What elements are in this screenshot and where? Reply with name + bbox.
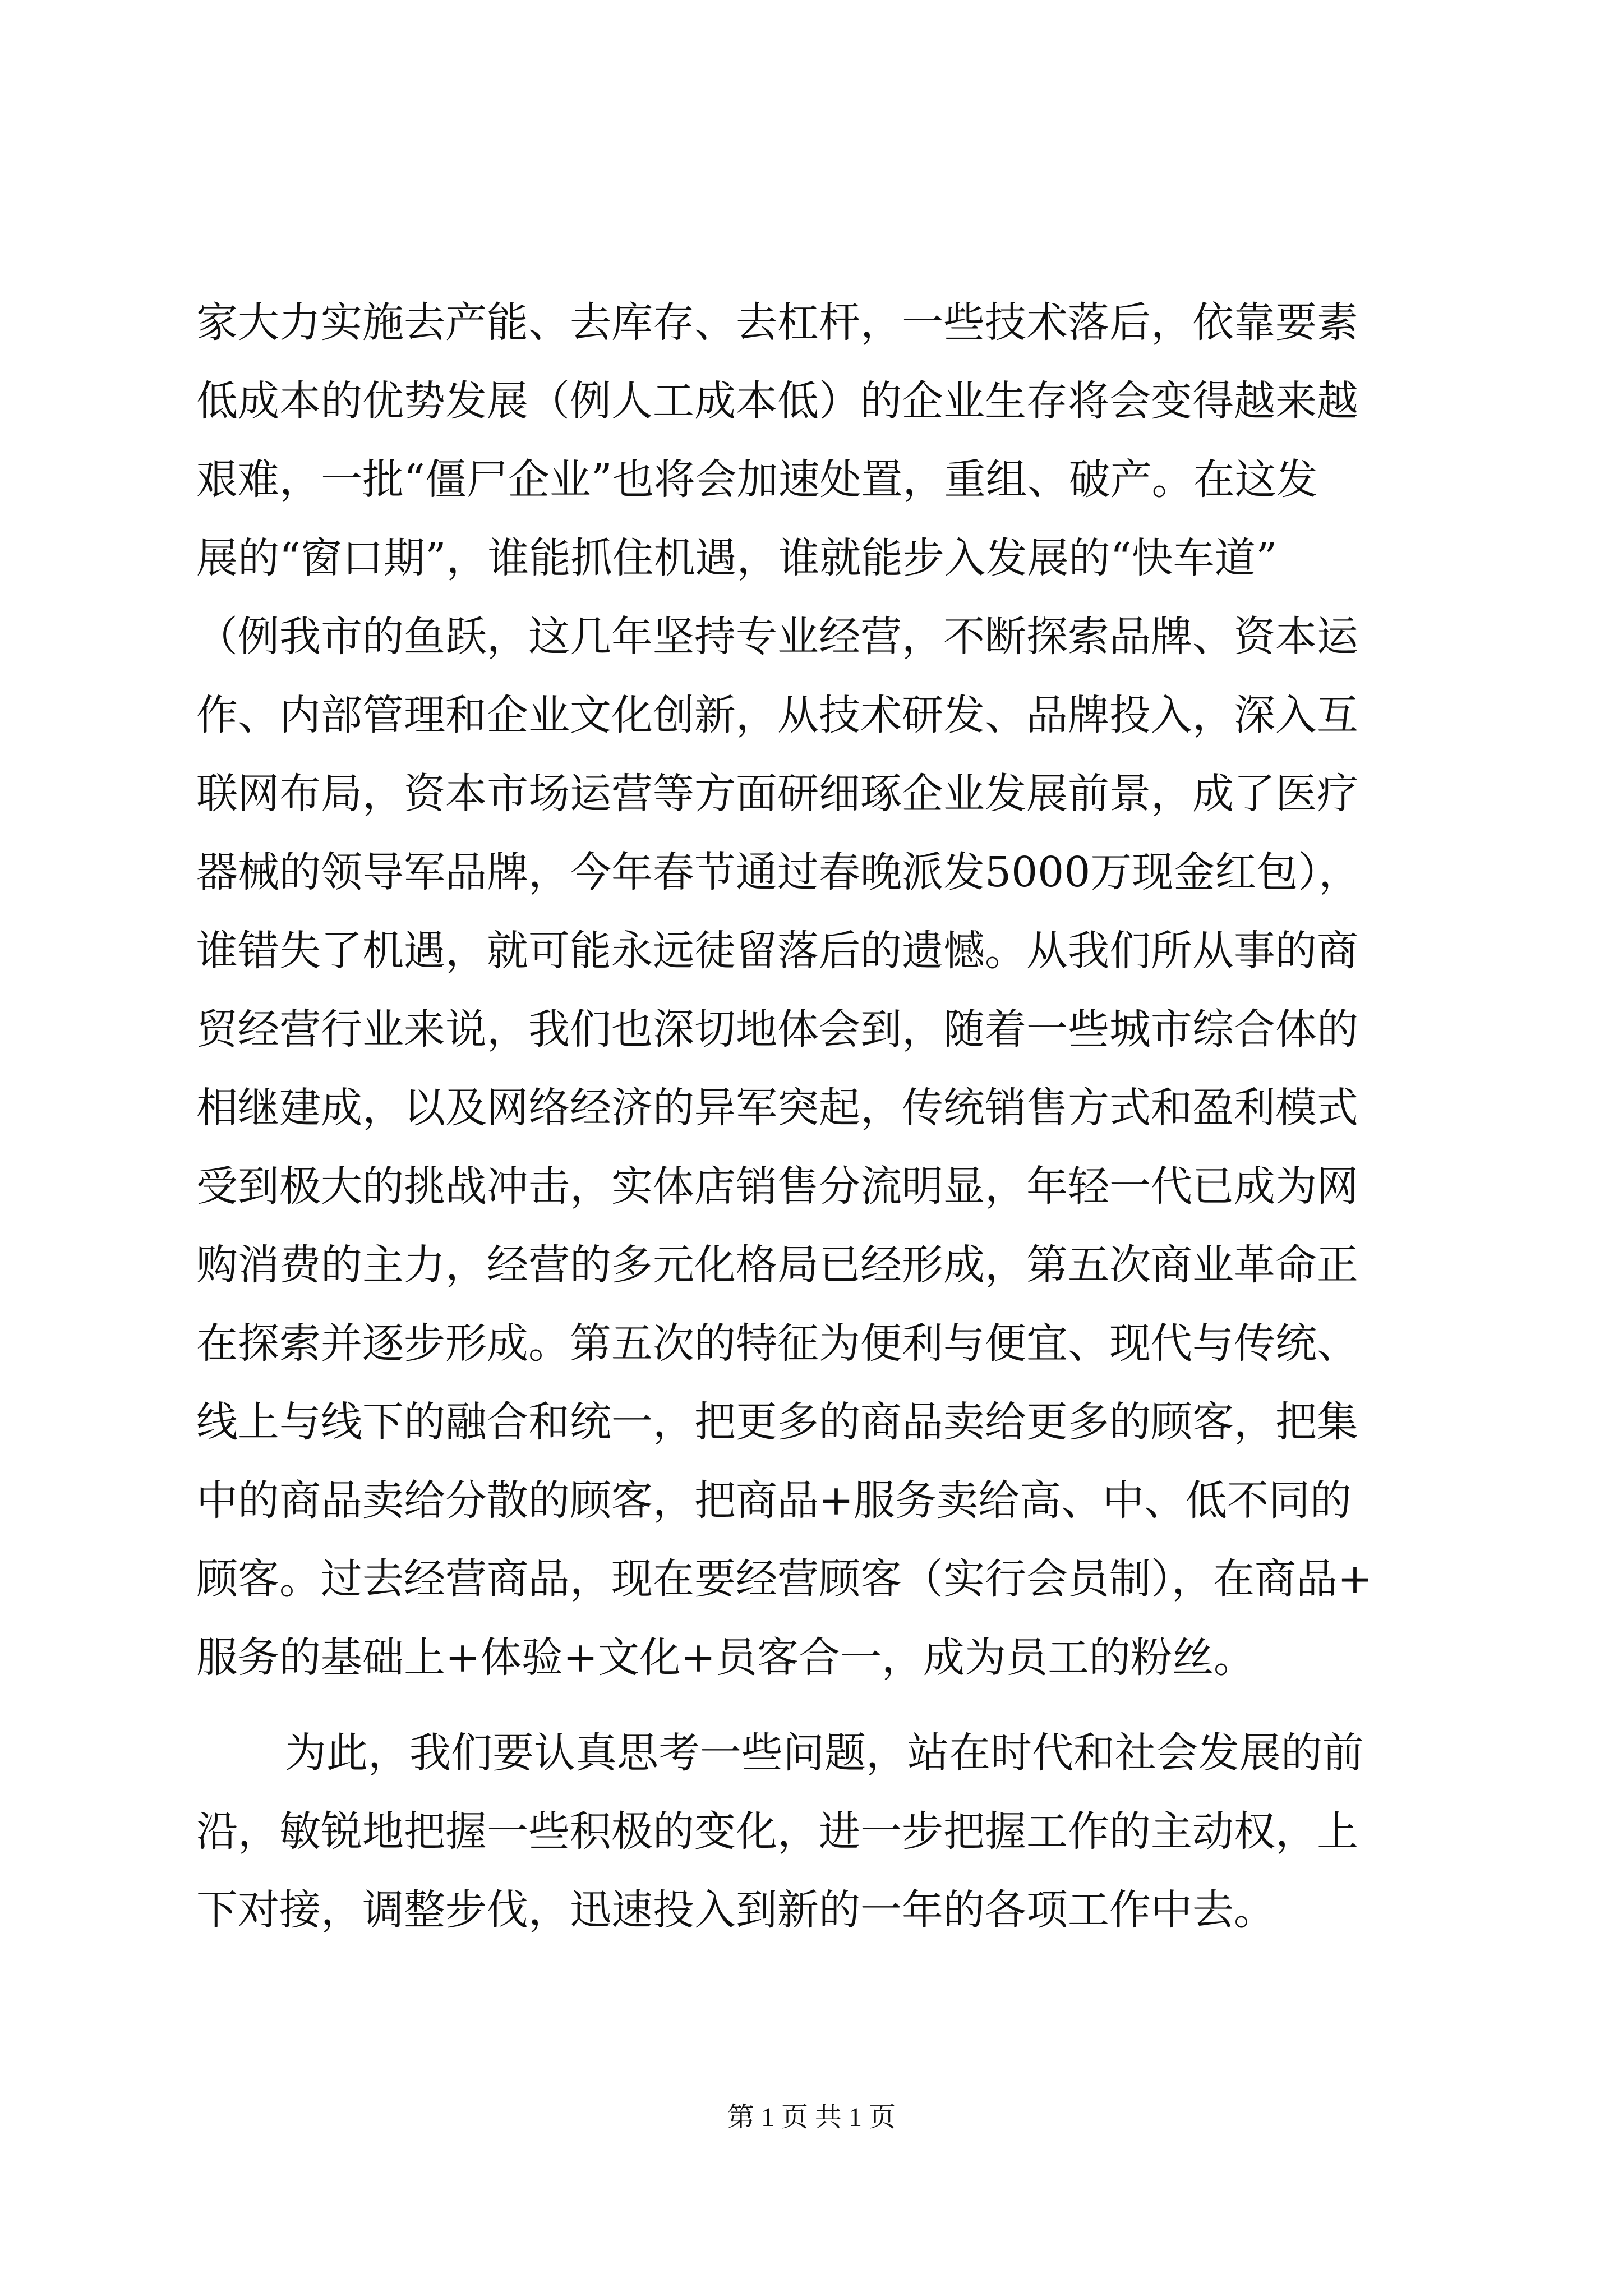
text-line: 中的商品卖给分散的顾客，把商品+服务卖给高、中、低不同的 <box>196 1476 1352 1525</box>
text-line: 顾客。过去经营商品，现在要经营顾客（实行会员制），在商品+ <box>196 1555 1373 1603</box>
text-line: 低成本的优势发展（例人工成本低）的企业生存将会变得越来越 <box>196 377 1358 425</box>
text-line: 展的“窗口期”，谁能抓住机遇，谁就能步入发展的“快车道” <box>196 534 1278 582</box>
text-line: 下对接，调整步伐，迅速投入到新的一年的各项工作中去。 <box>196 1886 1275 1934</box>
text-line: 家大力实施去产能、去库存、去杠杆，一些技术落后，依靠要素 <box>196 298 1358 347</box>
text-line: 沿，敏锐地把握一些积极的变化，进一步把握工作的主动权，上 <box>196 1807 1358 1856</box>
text-line: 作、内部管理和企业文化创新，从技术研发、品牌投入，深入互 <box>196 691 1358 739</box>
text-line: 艰难，一批“僵尸企业”也将会加速处置，重组、破产。在这发 <box>196 455 1318 504</box>
text-line: 相继建成，以及网络经济的异军突起，传统销售方式和盈利模式 <box>196 1084 1358 1132</box>
text-line: 器械的领导军品牌，今年春节通过春晚派发5000万现金红包）， <box>196 848 1361 896</box>
paragraph-2 <box>196 1714 1416 1949</box>
text-line: 贸经营行业来说，我们也深切地体会到，随着一些城市综合体的 <box>196 1005 1358 1053</box>
text-line: 购消费的主力，经营的多元化格局已经形成，第五次商业革命正 <box>196 1241 1358 1289</box>
text-line: （例我市的鱼跃，这几年坚持专业经营，不断探索品牌、资本运 <box>196 613 1358 661</box>
page-footer: 第 1 页 共 1 页 <box>727 2102 896 2132</box>
paragraph-spacing <box>196 1697 1416 1714</box>
text-line: 受到极大的挑战冲击，实体店销售分流明显，年轻一代已成为网 <box>196 1162 1358 1211</box>
text-line: 谁错失了机遇，就可能永远徒留落后的遗憾。从我们所从事的商 <box>196 927 1358 975</box>
text-line: 为此，我们要认真思考一些问题，站在时代和社会发展的前 <box>285 1729 1364 1777</box>
text-line: 联网布局，资本市场运营等方面研细琢企业发展前景，成了医疗 <box>196 770 1358 818</box>
text-line: 服务的基础上+体验+文化+员客合一，成为员工的粉丝。 <box>196 1634 1256 1682</box>
paragraph-1 <box>196 283 1416 1697</box>
document-body <box>196 283 1416 1949</box>
text-line: 线上与线下的融合和统一，把更多的商品卖给更多的顾客，把集 <box>196 1398 1358 1446</box>
text-line: 在探索并逐步形成。第五次的特征为便利与便宜、现代与传统、 <box>196 1319 1358 1368</box>
